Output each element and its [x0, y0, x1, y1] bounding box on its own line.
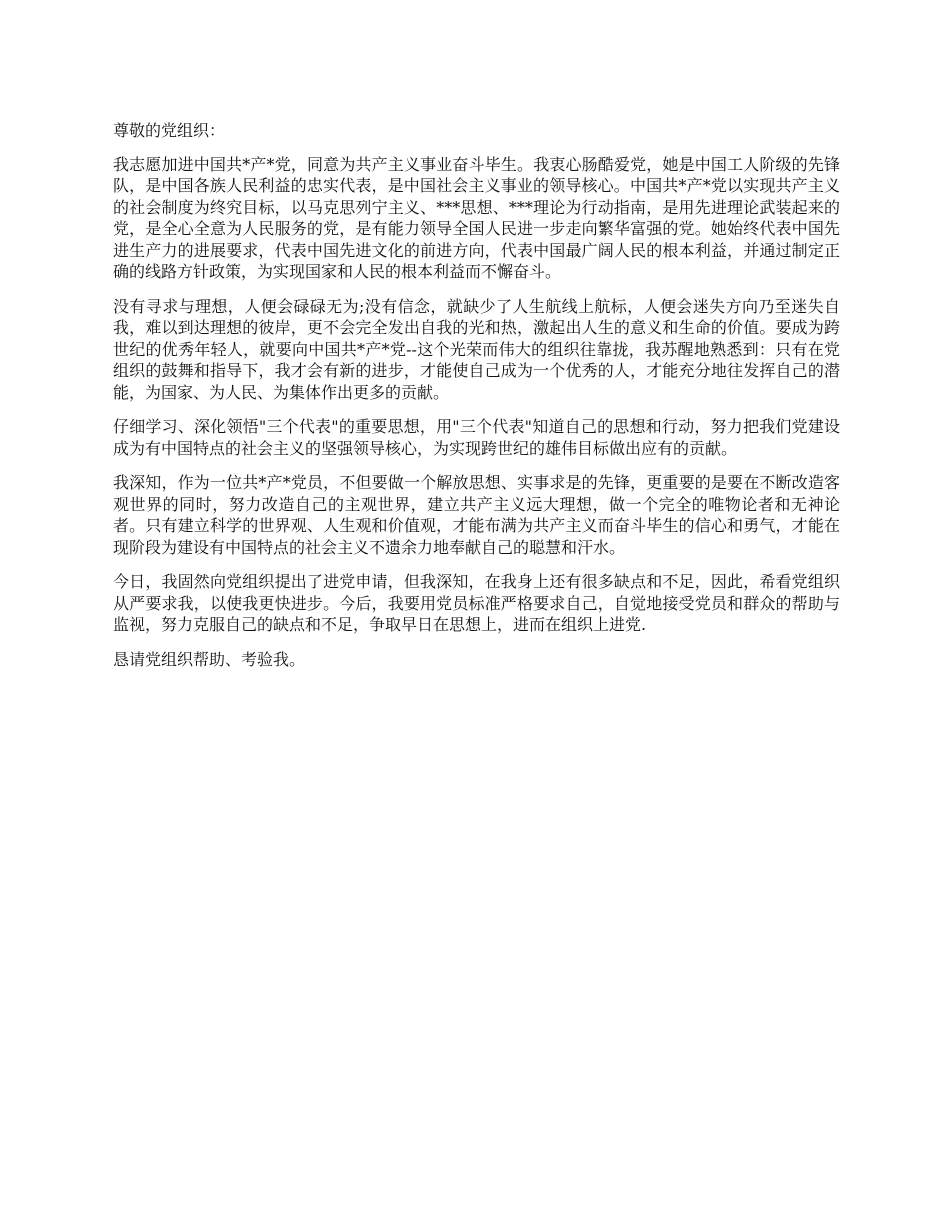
- paragraph-3: 仔细学习、深化领悟"三个代表"的重要思想，用"三个代表"知道自己的思想和行动，努力把我们党建设成为有中国特点的社会主义的坚强领导核心，为实现跨世纪的雄伟目标做出应有的贡献。: [113, 417, 840, 458]
- paragraph-5: 今日，我固然向党组织提出了进党申请，但我深知，在我身上还有很多缺点和不足，因此，希看党组织从严要求我，以使我更快进步。今后，我要用党员标准严格要求自己，自觉地接受党员和群众的帮助与监视，努力克服自己的缺点和不足，争取早日在思想上，进而在组织上进党.: [113, 572, 840, 634]
- salutation: 尊敬的党组织：: [113, 121, 226, 140]
- closing-line: 恳请党组织帮助、考验我。: [113, 649, 306, 669]
- letter-document: [113, 120, 840, 683]
- paragraph-1: 我志愿加进中国共*产*党，同意为共产主义事业奋斗毕生。我衷心肠酷爱党，她是中国工人阶级的先锋队，是中国各族人民利益的忠实代表，是中国社会主义事业的领导核心。中国共*产*党以实现共产主义的社会制度为终究目标，以马克思列宁主义、***思想、***理论为行动指南，是用先进理论武装起来的党，是全心全意为人民服务的党，是有能力领导全国人民进一步走向繁华富强的党。她始终代表中国先进生产力的进展要求，代表中国先进文化的前进方向，代表中国最广阔人民的根本利益，并通过制定正确的线路方针政策，为实现国家和人民的根本利益而不懈奋斗。: [113, 154, 840, 281]
- paragraph-4: 我深知，作为一位共*产*党员，不但要做一个解放思想、实事求是的先锋，更重要的是要在不断改造客观世界的同时，努力改造自己的主观世界，建立共产主义远大理想，做一个完全的唯物论者和无神论者。只有建立科学的世界观、人生观和价值观，才能布满为共产主义而奋斗毕生的信心和勇气，才能在现阶段为建设有中国特点的社会主义不遗余力地奉献自己的聪慧和汗水。: [113, 473, 840, 557]
- paragraph-2: 没有寻求与理想，人便会碌碌无为;没有信念，就缺少了人生航线上航标，人便会迷失方向乃至迷失自我，难以到达理想的彼岸，更不会完全发出自我的光和热，激起出人生的意义和生命的价值。要成为跨世纪的优秀年轻人，就要向中国共*产*党--这个光荣而伟大的组织往靠拢，我苏醒地熟悉到：只有在党组织的鼓舞和指导下，我才会有新的进步，才能使自己成为一个优秀的人，才能充分地往发挥自己的潜能，为国家、为人民、为集体作出更多的贡献。: [113, 296, 840, 402]
